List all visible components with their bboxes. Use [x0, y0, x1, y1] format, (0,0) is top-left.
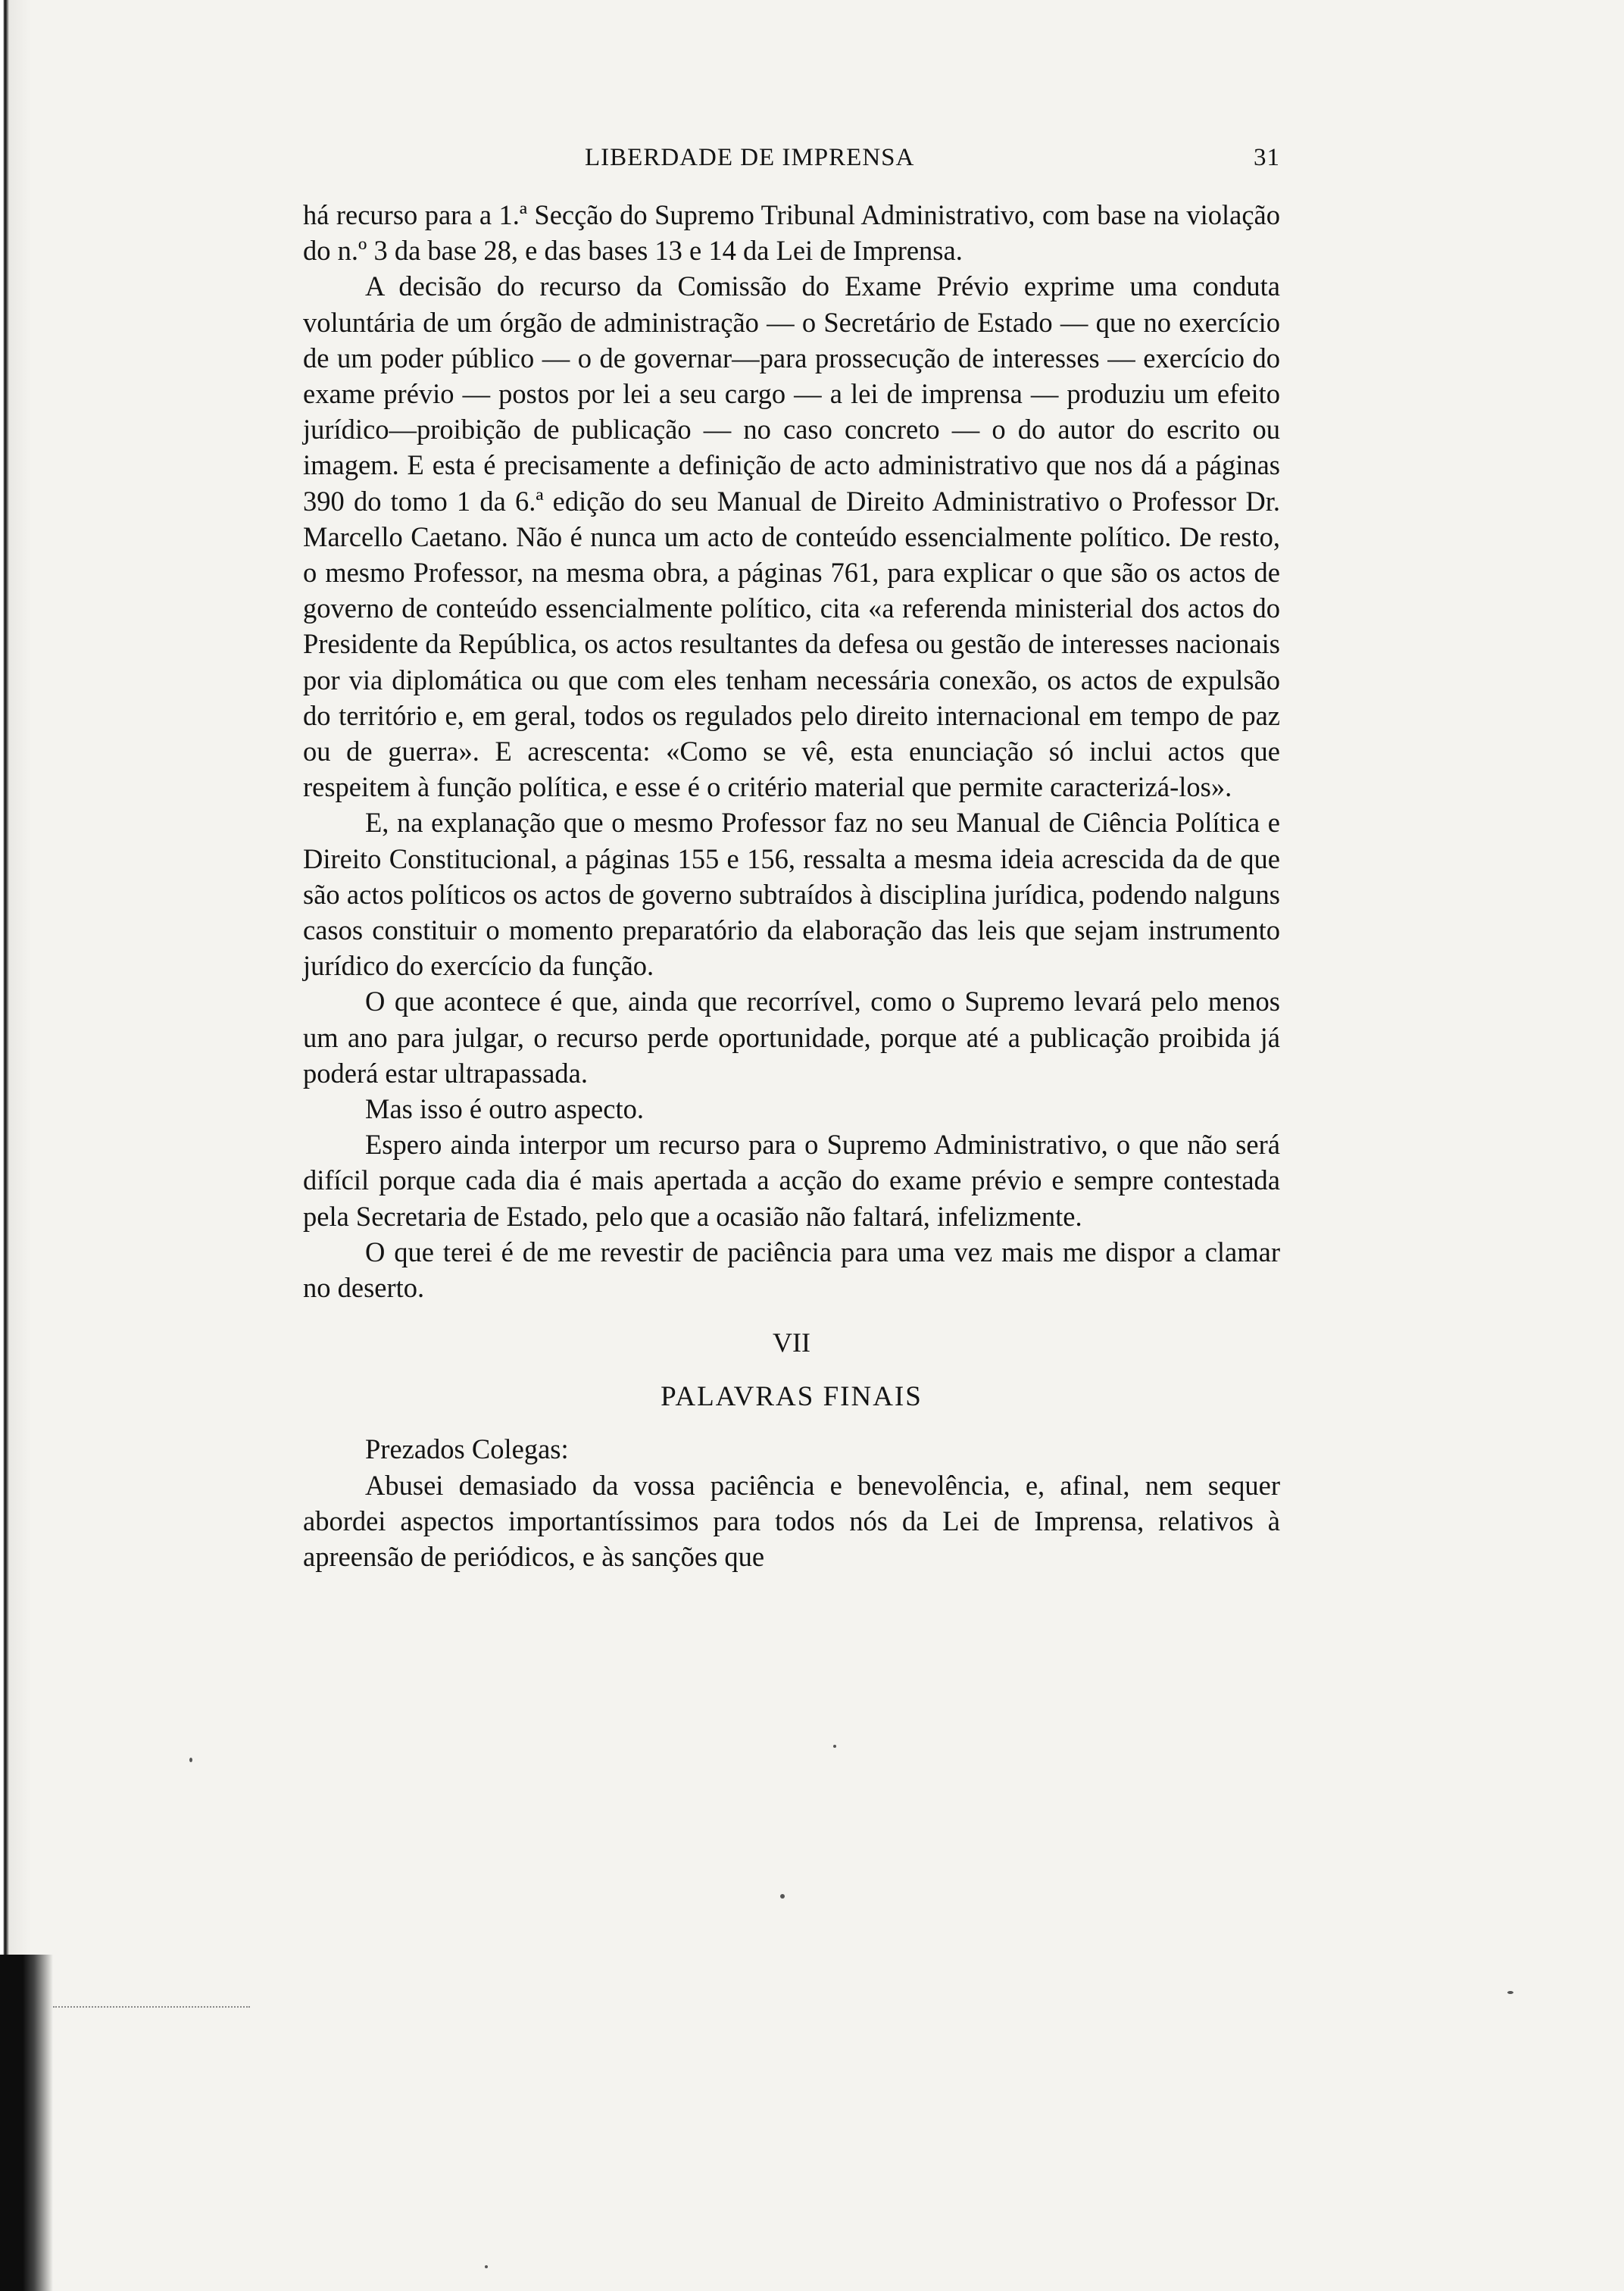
scan-speck — [833, 1745, 836, 1748]
paragraph: O que terei é de me revestir de paciência para uma vez mais me dispor a clamar no deserto. — [303, 1236, 1280, 1304]
paragraph: Abusei demasiado da vossa paciência e benevolência, e, afinal, nem sequer abordei aspectos importantíssimos para todos nós da Lei de Imprensa, relativos à apreensão de periódicos, e às sanções que — [303, 1469, 1280, 1572]
body-text — [303, 197, 1280, 1574]
scan-speck — [485, 2265, 488, 2268]
scan-speck — [1507, 1991, 1513, 1994]
section-title: PALAVRAS FINAIS — [661, 1381, 923, 1413]
page-binding-edge — [0, 0, 30, 2291]
section-number: VII — [773, 1327, 810, 1358]
paragraph: há recurso para a 1.ª Secção do Supremo Tribunal Administrativo, com base na violação do n.º 3 da base 28, e das bases 13 e 14 da Lei de Imprensa. — [303, 199, 1280, 267]
page-binding-shadow — [0, 1955, 53, 2291]
paragraph: Espero ainda interpor um recurso para o Supremo Administrativo, o que não será difícil porque cada dia é mais apertada a acção do exame prévio e sempre contestada pela Secretaria de Estado, pelo que a ocasião não faltará, infelizmente. — [303, 1129, 1280, 1232]
salutation: Prezados Colegas: — [365, 1433, 569, 1465]
paragraph: E, na explanação que o mesmo Professor faz no seu Manual de Ciência Política e Direito Constitucional, a páginas 155 e 156, ressalta a mesma ideia acrescida da de que são actos políticos os actos de governo subtraídos à disciplina jurídica, podendo nalguns casos constituir o momento preparatório da elaboração das leis que sejam instrumento jurídico do exercício da função. — [303, 807, 1280, 982]
scan-speck — [780, 1894, 785, 1899]
running-title: LIBERDADE DE IMPRENSA — [585, 144, 915, 171]
scan-speck — [189, 1758, 192, 1762]
paragraph: O que acontece é que, ainda que recorrível, como o Supremo levará pelo menos um ano para julgar, o recurso perde oportunidade, porque até a publicação proibida já poderá estar ultrapassada. — [303, 986, 1280, 1089]
page-number: 31 — [1254, 144, 1280, 171]
paragraph: A decisão do recurso da Comissão do Exame Prévio exprime uma conduta voluntária de um órgão de administração — o Secretário de Estado — que no exercício de um poder público — o de governar—para prossecução de interesses — exercício do exame prévio — postos por lei a seu cargo — a lei de imprensa — produziu um efeito jurídico—proibição de publicação — no caso concreto — o do autor do escrito ou imagem. E esta é precisamente a definição de acto administrativo que nos dá a páginas 390 do tomo 1 da 6.ª edição do seu Manual de Direito Administrativo o Professor Dr. Marcello Caetano. Não é nunca um acto de conteúdo essencialmente político. De resto, o mesmo Professor, na mesma obra, a páginas 761, para explicar o que são os actos de governo de conteúdo essencialmente político, cita «a referenda ministerial dos actos do Presidente da República, os actos resultantes da defesa ou gestão de interesses nacionais por via diplomática ou que com eles tenham necessária conexão, os actos de expulsão do território e, em geral, todos os regulados pelo direito internacional em tempo de paz ou de guerra». E acrescenta: «Como se vê, esta enunciação só inclui actos que respeitem à função política, e esse é o critério material que permite caracterizá-los». — [303, 270, 1280, 803]
running-head — [303, 136, 1280, 197]
scan-artifact-rule — [53, 2006, 250, 2008]
book-page — [303, 136, 1280, 1574]
paragraph: Mas isso é outro aspecto. — [365, 1093, 644, 1125]
